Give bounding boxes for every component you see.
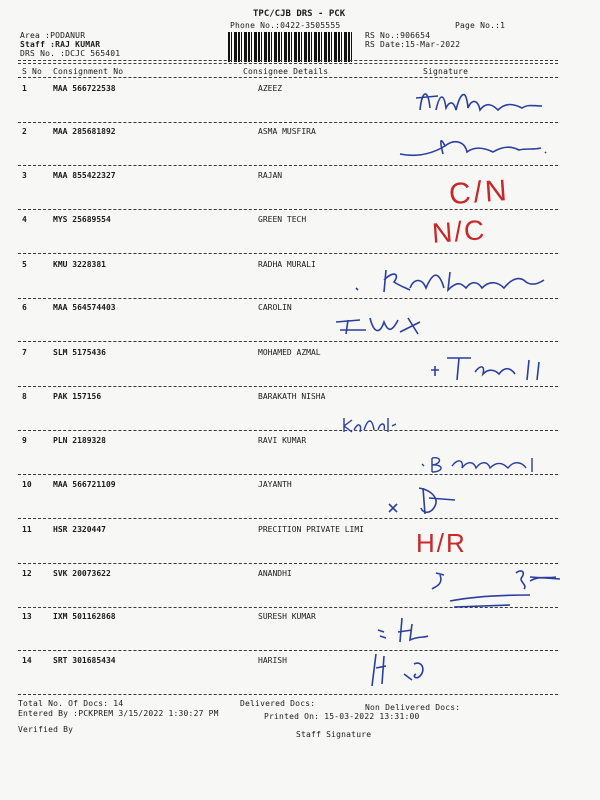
row-consignee: RAVI KUMAR (258, 436, 307, 445)
row-consignment: MAA 855422327 (53, 171, 116, 180)
row-sno: 2 (22, 127, 27, 136)
table-row (0, 480, 600, 522)
row-consignment: PAK 157156 (53, 392, 102, 401)
row-divider (18, 386, 558, 387)
row-consignee: ANANDHI (258, 569, 292, 578)
row-consignee: ASMA MUSFIRA (258, 127, 316, 136)
entered-by: Entered By :PCKPREM 3/15/2022 1:30:27 PM (18, 709, 219, 718)
column-header-consignee: Consignee Details (243, 67, 329, 76)
staff-signature-label: Staff Signature (296, 730, 372, 739)
area-label: Area :PODANUR (20, 31, 86, 40)
row-sno: 10 (22, 480, 32, 489)
handwritten-signature (330, 308, 450, 343)
table-row (0, 303, 600, 345)
row-consignment: MAA 566722538 (53, 84, 116, 93)
row-divider (18, 650, 558, 651)
row-sno: 8 (22, 392, 27, 401)
header-divider (18, 60, 558, 61)
handwritten-remark: C/N (447, 173, 511, 212)
table-row (0, 525, 600, 567)
row-sno: 7 (22, 348, 27, 357)
row-divider (18, 694, 558, 695)
row-consignee: BARAKATH NISHA (258, 392, 326, 401)
table-row (0, 656, 600, 698)
column-header-divider (18, 77, 558, 78)
handwritten-signature (340, 412, 400, 438)
row-consignee: CAROLIN (258, 303, 292, 312)
handwritten-signature (385, 482, 475, 522)
printed-on: Printed On: 15-03-2022 13:31:00 (264, 712, 420, 721)
row-consignee: GREEN TECH (258, 215, 307, 224)
row-consignment: PLN 2189328 (53, 436, 106, 445)
row-consignee: RAJAN (258, 171, 283, 180)
row-consignee: HARISH (258, 656, 287, 665)
row-consignment: SLM 5175436 (53, 348, 106, 357)
rs-date: RS Date:15-Mar-2022 (365, 40, 461, 49)
row-consignment: MAA 566721109 (53, 480, 116, 489)
rs-number: RS No.:906654 (365, 31, 431, 40)
handwritten-remark: N/C (430, 214, 488, 249)
column-header-sno: S No (22, 67, 43, 76)
total-docs: Total No. Of Docs: 14 (18, 699, 124, 708)
handwritten-signature (348, 258, 558, 303)
delivered-docs: Delivered Docs: (240, 699, 316, 708)
handwritten-remark: H/R (416, 528, 467, 558)
row-divider (18, 253, 558, 254)
row-divider (18, 341, 558, 342)
row-consignee: SURESH KUMAR (258, 612, 316, 621)
table-row (0, 215, 600, 257)
row-sno: 9 (22, 436, 27, 445)
column-header-signature: Signature (423, 67, 469, 76)
row-consignee: MOHAMED AZMAL (258, 348, 321, 357)
row-divider (18, 563, 558, 564)
handwritten-signature (395, 128, 560, 168)
drs-number: DRS No. :DCJC 565401 (20, 49, 121, 58)
row-consignee: AZEEZ (258, 84, 283, 93)
row-divider (18, 518, 558, 519)
handwritten-signature (430, 565, 565, 610)
row-sno: 11 (22, 525, 32, 534)
row-sno: 4 (22, 215, 27, 224)
row-consignment: KMU 3228381 (53, 260, 106, 269)
row-consignment: IXM 501162868 (53, 612, 116, 621)
row-sno: 13 (22, 612, 32, 621)
row-sno: 12 (22, 569, 32, 578)
verified-by: Verified By (18, 725, 74, 734)
row-consignment: HSR 2320447 (53, 525, 106, 534)
row-consignment: MAA 564574403 (53, 303, 116, 312)
row-consignee: PRECITION PRIVATE LIMI (258, 525, 364, 534)
row-sno: 1 (22, 84, 27, 93)
document-title: TPC/CJB DRS - PCK (253, 9, 346, 19)
phone-number: Phone No.:0422-3505555 (230, 21, 341, 30)
table-row (0, 392, 600, 434)
handwritten-signature (418, 452, 558, 480)
row-consignment: MYS 25689554 (53, 215, 111, 224)
handwritten-signature (425, 350, 560, 386)
row-sno: 14 (22, 656, 32, 665)
barcode (228, 32, 353, 62)
handwritten-signature (410, 80, 560, 125)
page-number: Page No.:1 (455, 21, 506, 30)
handwritten-signature (364, 650, 454, 695)
row-consignment: MAA 285681892 (53, 127, 116, 136)
non-delivered-docs: Non Delivered Docs: (365, 703, 461, 712)
handwritten-signature (372, 612, 462, 652)
row-divider (18, 430, 558, 431)
row-consignment: SVK 20073622 (53, 569, 111, 578)
header-divider (18, 63, 558, 64)
row-sno: 3 (22, 171, 27, 180)
row-consignment: SRT 301685434 (53, 656, 116, 665)
table-row (0, 612, 600, 654)
row-sno: 6 (22, 303, 27, 312)
row-consignee: JAYANTH (258, 480, 292, 489)
row-sno: 5 (22, 260, 27, 269)
row-consignee: RADHA MURALI (258, 260, 316, 269)
column-header-consignment: Consignment No (53, 67, 124, 76)
staff-label: Staff :RAJ KUMAR (20, 40, 101, 49)
